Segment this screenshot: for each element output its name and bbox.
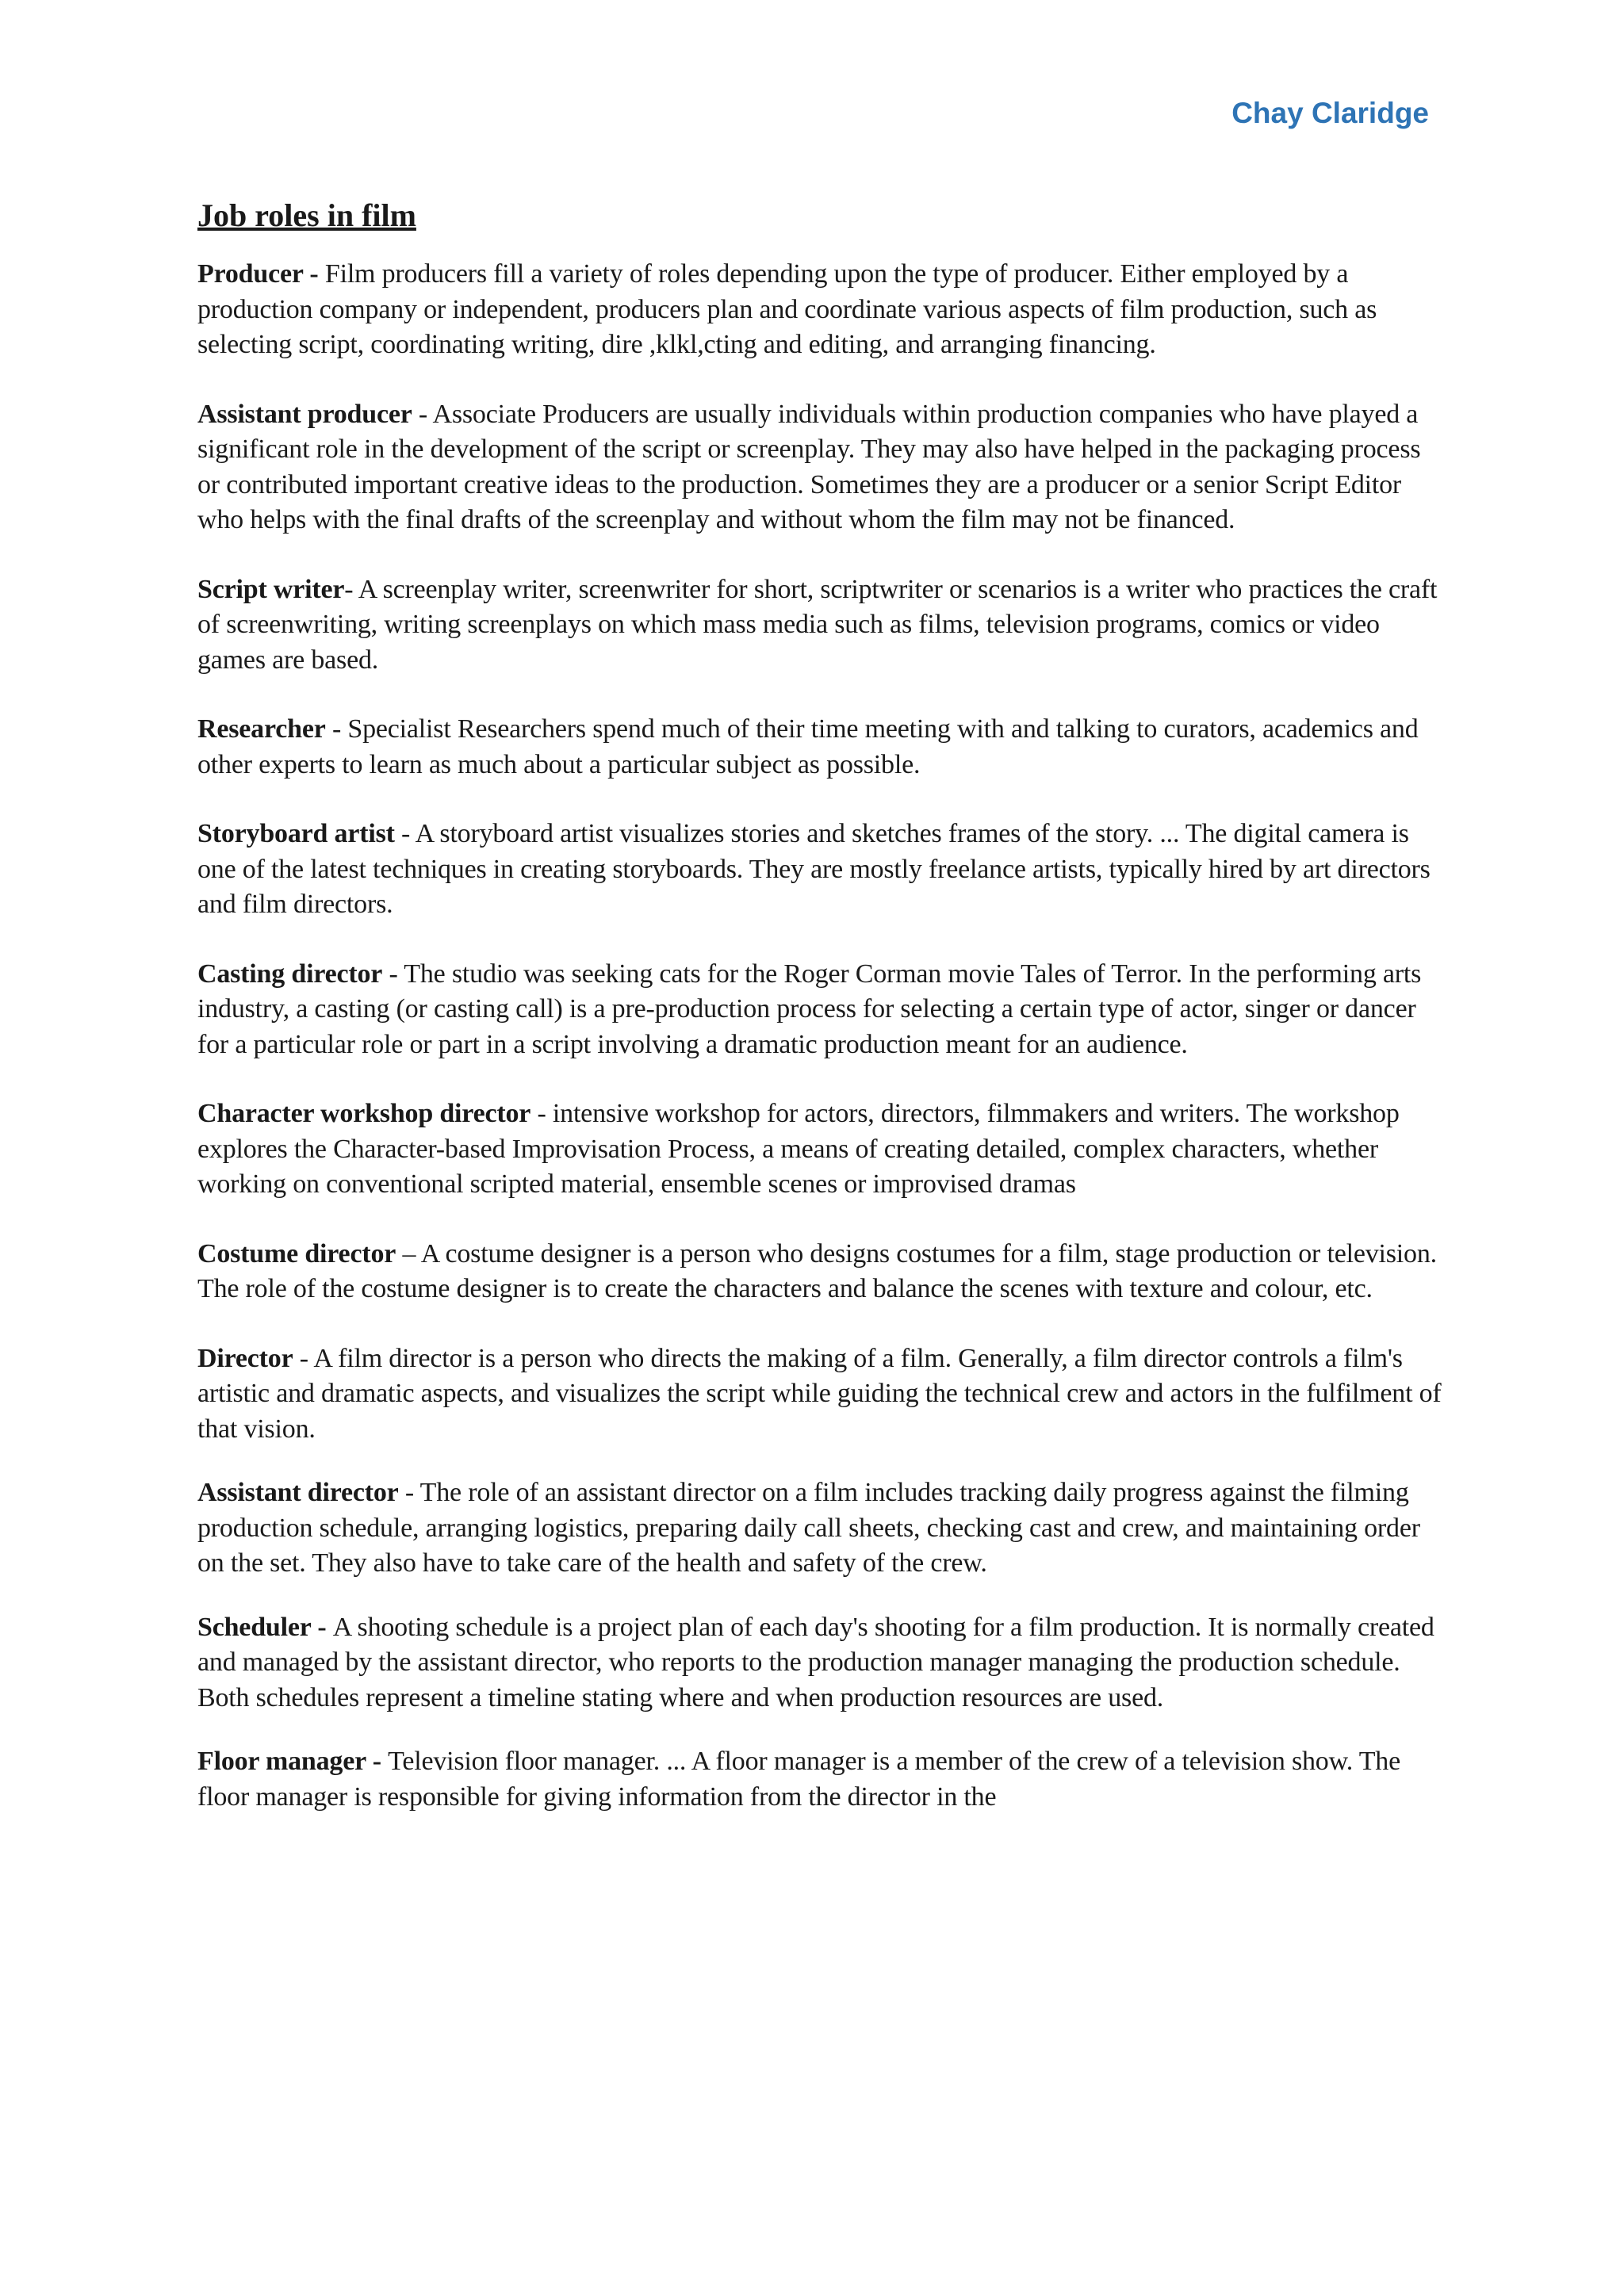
role-term: Director (197, 1343, 293, 1373)
role-term: Character workshop director (197, 1099, 531, 1128)
role-director (197, 1341, 1442, 1448)
role-character-workshop-director (197, 1096, 1442, 1203)
document-body (197, 195, 1442, 1843)
role-assistant-producer (197, 397, 1442, 538)
role-term: Scheduler - (197, 1612, 333, 1642)
role-description: – A costume designer is a person who designs costumes for a film, stage production or television. The role of the costume designer is to create the characters and balance the scenes with texture and colour, etc. (197, 1238, 1437, 1303)
role-description: - Specialist Researchers spend much of their time meeting with and talking to curators, academics and other experts to learn as much about a particular subject as possible. (197, 714, 1419, 779)
role-description: - The role of an assistant director on a film includes tracking daily progress against the filming production schedule, arranging logistics, preparing daily call sheets, checking cast and crew, and maintaining order on the set. They also have to take care of the health and safety of the crew. (197, 1478, 1420, 1578)
author-name: Chay Claridge (1231, 97, 1429, 129)
role-description: - A screenplay writer, screenwriter for short, scriptwriter or scenarios is a writer who practices the craft of screenwriting, writing screenplays on which mass media such as films, television programs, comics or video games are based. (197, 574, 1438, 675)
role-description: - intensive workshop for actors, directors, filmmakers and writers. The workshop explores the Character-based Improvisation Process, a means of creating detailed, complex characters, whether working on conventional scripted material, ensemble scenes or improvised dramas (197, 1099, 1400, 1199)
role-term: Researcher (197, 714, 326, 744)
role-researcher (197, 712, 1442, 783)
document-title: Job roles in film (197, 197, 416, 233)
role-storyboard-artist (197, 817, 1442, 923)
role-term: Casting director (197, 959, 383, 989)
role-term: Producer - (197, 259, 325, 289)
role-producer (197, 257, 1442, 363)
role-description: - Associate Producers are usually individuals within production companies who have played a significant role in the development of the script or screenplay. They may also have helped in the packaging process or contributed important creative ideas to the production. Sometimes they are a producer or a senior Script Editor who helps with the final drafts of the screenplay and without whom the film may not be financed. (197, 399, 1421, 534)
role-term: Script writer (197, 574, 345, 604)
role-description: - The studio was seeking cats for the Roger Corman movie Tales of Terror. In the performing arts industry, a casting (or casting call) is a pre-production process for selecting a certain type of actor, singer or dancer for a particular role or part in a script involving a dramatic production meant for an audience. (197, 959, 1422, 1059)
role-floor-manager (197, 1744, 1442, 1815)
role-term: Assistant director (197, 1478, 399, 1507)
role-script-writer (197, 572, 1442, 679)
role-casting-director (197, 957, 1442, 1063)
role-scheduler (197, 1610, 1442, 1716)
role-term: Storyboard artist (197, 819, 395, 848)
role-description: Film producers fill a variety of roles depending upon the type of producer. Either employed by a production company or independent, producers plan and coordinate various aspects of film production, such as selecting script, coordinating writing, dire ,klkl,cting and editing, and arranging financing. (197, 259, 1377, 359)
role-description: - A film director is a person who directs the making of a film. Generally, a film director controls a film's artistic and dramatic aspects, and visualizes the script while guiding the technical crew and actors in the fulfilment of that vision. (197, 1343, 1442, 1444)
role-description: - A storyboard artist visualizes stories and sketches frames of the story. ... The digital camera is one of the latest techniques in creating storyboards. They are mostly freelance artists, typically hired by art directors and film directors. (197, 819, 1431, 919)
role-term: Floor manager - (197, 1747, 389, 1776)
role-description: Television floor manager. ... A floor manager is a member of the crew of a television show. The floor manager is responsible for giving information from the director in the (197, 1747, 1400, 1812)
role-assistant-director (197, 1475, 1442, 1582)
role-description: A shooting schedule is a project plan of each day's shooting for a film production. It is normally created and managed by the assistant director, who reports to the production manager managing the production schedule. Both schedules represent a timeline stating where and when production resources are used. (197, 1612, 1434, 1712)
role-term: Costume director (197, 1238, 396, 1269)
role-costume-director (197, 1237, 1442, 1307)
role-term: Assistant producer (197, 399, 412, 429)
